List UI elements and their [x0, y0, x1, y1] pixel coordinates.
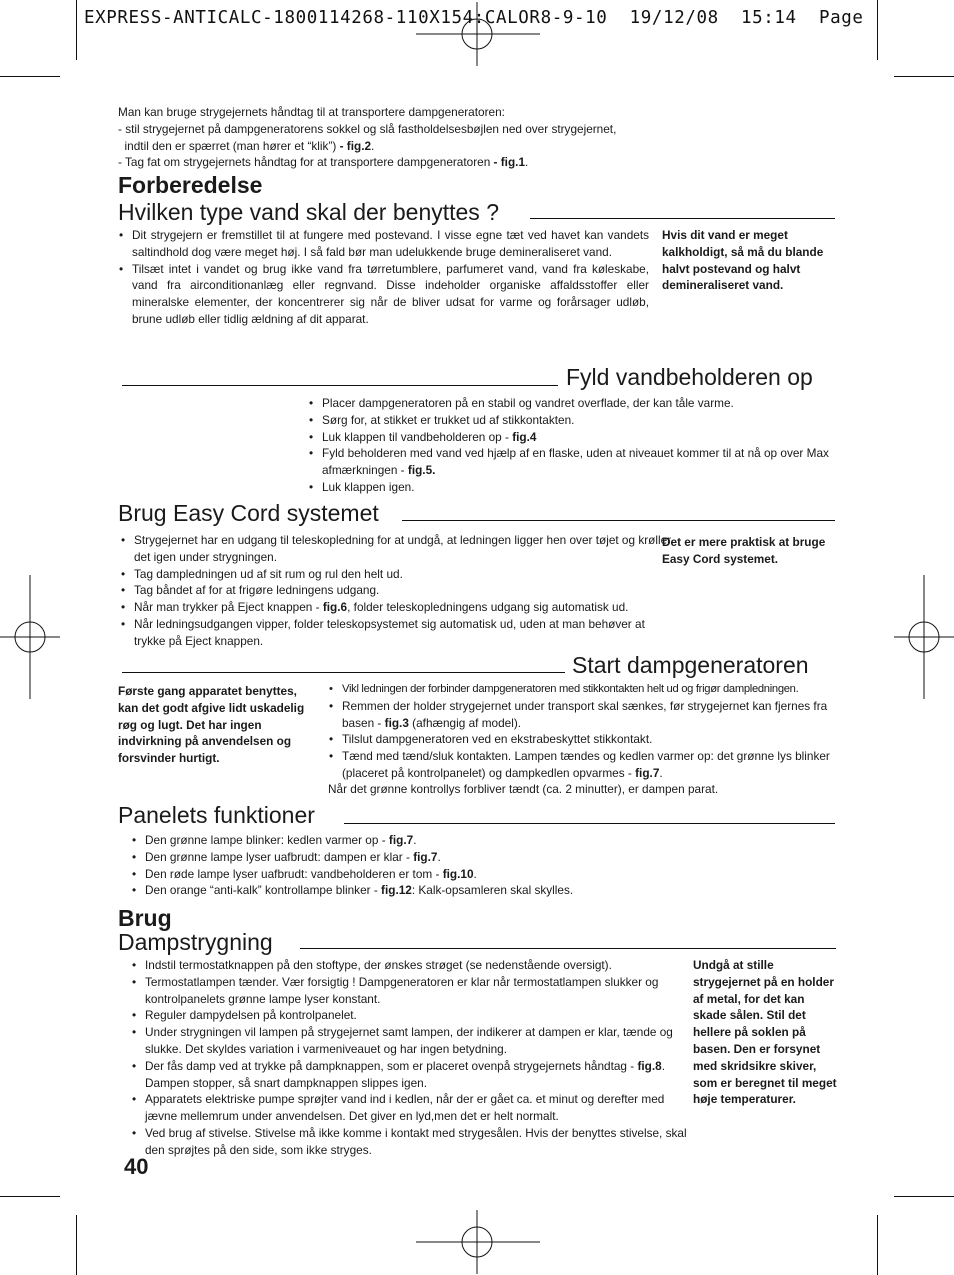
- list-item: • Tag båndet af for at frigøre ledningens udgang.: [134, 582, 674, 599]
- list-item: • Vikl ledningen der forbinder dampgeneratoren med stikkontakten helt ud og frigør dampledningen.: [342, 681, 852, 698]
- section-title-panel: Panelets funktioner: [118, 802, 315, 828]
- forberedelse-list: [118, 227, 649, 328]
- start-extra-line: Når det grønne kontrollys forbliver tændt (ca. 2 minutter), er dampen parat.: [328, 782, 719, 796]
- registration-mark-bottom: [416, 1210, 540, 1274]
- print-slug: EXPRESS-ANTICALC-1800114268-110X154:CALOR8-9-10 19/12/08 15:14 Page: [84, 8, 864, 28]
- intro-line: Man kan bruge strygejernets håndtag til at transportere dampgeneratoren:: [118, 105, 505, 119]
- side-note-first-use: [118, 683, 306, 767]
- crop-mark: [76, 0, 77, 60]
- registration-mark-right: [894, 575, 954, 699]
- fyld-list: [308, 395, 850, 496]
- list-item: • Den orange “anti-kalk” kontrollampe blinker - fig.12: Kalk-opsamleren skal skylles.: [145, 882, 845, 899]
- easycord-list: [120, 532, 674, 650]
- crop-mark: [877, 0, 878, 60]
- fig-ref: fig.7: [388, 833, 414, 847]
- list-item: • Placer dampgeneratoren på en stabil og vandret overflade, der kan tåle varme.: [322, 395, 850, 412]
- list-item: • Under strygningen vil lampen på strygejernet samt lampen, der indikerer at dampen er klar, tænde og slukke. Det skyldes variation i varmeniveauet og har ingen betydning.: [145, 1024, 697, 1058]
- list-item: • Apparatets elektriske pumpe sprøjter vand ind i kedlen, når der er gået ca. et minut og derefter med jævne mellemrum under anvendelsen. Det giver en lyd,men det er helt normalt.: [145, 1091, 697, 1125]
- fig-ref: fig.3: [384, 715, 409, 730]
- heading-rule: [300, 948, 836, 949]
- list-item: • Luk klappen igen.: [322, 479, 850, 496]
- section-title-start: Start dampgeneratoren: [572, 652, 809, 678]
- list-item: • Dit strygejern er fremstillet til at fungere med postevand. I visse egne tæt ved havet kan vandets saltindhold dog være meget høj. I så fald bør man udelukkende bruge demineraliseret vand.: [132, 227, 649, 261]
- fig-ref: fig.5.: [407, 463, 436, 478]
- list-item: • Tag dampledningen ud af sit rum og rul den helt ud.: [134, 566, 674, 583]
- fig-ref: fig.7: [413, 849, 438, 864]
- list-item: • Remmen der holder strygejernet under transport skal sænkes, før strygejernet kan fjernes fra basen - fig.3 (afhængig af model).: [342, 698, 852, 732]
- list-item: • Ved brug af stivelse. Stivelse må ikke komme i kontakt med strygesålen. Hvis der benyttes stivelse, skal den sprøjtes på den side, som ikke stryges.: [145, 1125, 697, 1159]
- list-item: • Tilslut dampgeneratoren ved en ekstrabeskyttet stikkontakt.: [342, 731, 852, 748]
- intro-paragraph: [118, 104, 663, 171]
- fig-ref: - fig.1: [490, 155, 525, 170]
- subsection-title-dampstrygning: Dampstrygning: [118, 929, 273, 955]
- fig-ref: fig.6: [322, 600, 348, 615]
- fig-ref: fig.8: [637, 1058, 662, 1073]
- fig-ref: fig.4: [512, 429, 537, 444]
- list-item: • Strygejernet har en udgang til teleskopledning for at undgå, at ledningen ligger hen over tøjet og krøller det igen under strygningen.: [134, 532, 674, 566]
- side-note-metal-holder: Undgå at stille strygejernet på en holder af metal, for det kan skade sålen. Stil det hellere på soklen på basen. Den er forsynet med skridsikre skiver, som er beregnet til meget høje temperaturer.: [693, 958, 837, 1107]
- intro-line: - Tag fat om strygejernets håndtag for at transportere dampgeneratoren - fig.1.: [118, 155, 529, 170]
- list-item: • Termostatlampen tænder. Vær forsigtig ! Dampgeneratoren er klar når termostatlampen slukker og kontrolpanelets grønne lampe lyser konstant.: [145, 974, 697, 1008]
- intro-line: - stil strygejernet på dampgeneratorens sokkel og slå fastholdelsesbøjlen ned over strygejernet,: [118, 121, 617, 136]
- page-number: 40: [124, 1154, 149, 1179]
- side-note-kalk: Hvis dit vand er meget kalkholdigt, så må du blande halvt postevand og halvt demineraliseret vand.: [662, 228, 824, 293]
- start-list: [328, 681, 852, 782]
- crop-mark: [894, 1196, 954, 1197]
- subsection-title-vandtype: Hvilken type vand skal der benyttes ?: [118, 199, 505, 225]
- section-title-brug: Brug: [118, 905, 172, 931]
- heading-rule: [122, 385, 558, 386]
- list-item: • Luk klappen til vandbeholderen op - fig.4: [322, 429, 850, 446]
- fig-ref: fig.12: [381, 883, 412, 898]
- list-item: • Den grønne lampe lyser uafbrudt: dampen er klar - fig.7.: [145, 849, 845, 866]
- list-item: • Den røde lampe lyser uafbrudt: vandbeholderen er tom - fig.10.: [145, 866, 845, 883]
- side-note-line: Første gang apparatet benyttes, kan det godt afgive lidt uskadelig røg og lugt. Det har ingen: [118, 684, 305, 732]
- heading-rule: [402, 520, 835, 521]
- crop-mark: [894, 76, 954, 77]
- panel-list: [131, 832, 845, 899]
- list-item: • Den grønne lampe blinker: kedlen varmer op - fig.7.: [145, 832, 845, 849]
- heading-rule: [530, 218, 835, 219]
- heading-rule: [344, 823, 835, 824]
- list-item: • Indstil termostatknappen på den stoftype, der ønskes strøget (se nedenstående oversigt).: [145, 957, 697, 974]
- list-item: • Tilsæt intet i vandet og brug ikke vand fra tørretumblere, parfumeret vand, vand fra køleskabe, vand fra airconditionanlæg eller regnvand. Disse indeholder organiske affaldsstoffer eller mineralske elementer, der koncentrerer sig når de bliver udsat for varme og forårsager udløb, brune udløb eller tidlig ældning af dit apparat.: [132, 261, 649, 328]
- side-note-easycord: Det er mere praktisk at bruge Easy Cord systemet.: [662, 535, 826, 566]
- section-title-easycord: Brug Easy Cord systemet: [118, 500, 379, 526]
- section-title-forberedelse: Forberedelse: [118, 172, 263, 198]
- list-item: • Der fås damp ved at trykke på dampknappen, som er placeret ovenpå strygejernets håndtag - fig.8. Dampen stopper, så snart dampknappen slippes igen.: [145, 1058, 697, 1092]
- list-item: • Reguler dampydelsen på kontrolpanelet.: [145, 1007, 697, 1024]
- fig-ref: fig.7: [635, 765, 660, 780]
- crop-mark: [0, 76, 60, 77]
- section-title-fyld: Fyld vandbeholderen op: [566, 364, 813, 390]
- list-item: • Tænd med tænd/sluk kontakten. Lampen tændes og kedlen varmer op: det grønne lys blinker (placeret på kontrolpanelet) og dampkedlen opvarmes - fig.7.: [342, 748, 852, 782]
- list-item: • Sørg for, at stikket er trukket ud af stikkontakten.: [322, 412, 850, 429]
- crop-mark: [877, 1215, 878, 1275]
- registration-mark-left: [0, 575, 60, 699]
- fig-ref: fig.10: [442, 866, 474, 881]
- side-note-line: indvirkning på anvendelsen og forsvinder hurtigt.: [118, 734, 292, 766]
- list-item: • Når man trykker på Eject knappen - fig.6, folder teleskopledningens udgang sig automatisk ud.: [134, 599, 674, 616]
- brug-list: [131, 957, 697, 1159]
- registration-mark-top: [416, 2, 540, 66]
- crop-mark: [0, 1196, 60, 1197]
- crop-mark: [76, 1215, 77, 1275]
- list-item: • Fyld beholderen med vand ved hjælp af en flaske, uden at niveauet kommer til at nå op over Max afmærkningen - fig.5.: [322, 445, 850, 479]
- heading-rule: [122, 672, 565, 673]
- list-item: • Når ledningsudgangen vipper, folder teleskopsystemet sig automatisk ud, uden at man behøver at trykke på Eject knappen.: [134, 616, 674, 650]
- intro-line: indtil den er spærret (man hører et “klik”) - fig.2.: [118, 138, 375, 153]
- fig-ref: - fig.2: [336, 138, 372, 153]
